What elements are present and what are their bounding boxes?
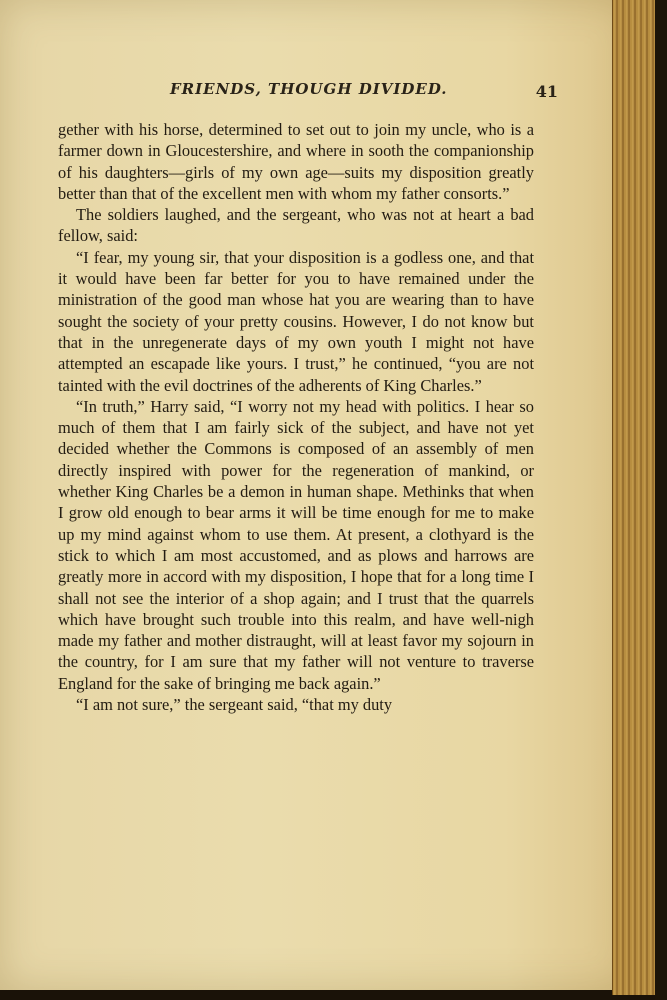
book-cover-edge <box>655 0 667 1000</box>
page-number: 41 <box>535 82 558 101</box>
body-text <box>58 119 534 715</box>
paragraph: “In truth,” Harry said, “I worry not my head with politics. I hear so much of them that I am fairly sick of the subject, and have not yet decided whether the Commons is composed of an assembly of men directly inspired with power for the regeneration of mankind, or whether King Charles be a demon in human shape. Methinks that when I grow old enough to bear arms it will be time enough for me to make up my mind against whom to use them. At present, a clothyard is the stick to which I am most accustomed, and as plows and harrows are greatly more in accord with my disposition, I hope that for a long time I shall not see the interior of a shop again; and I trust that the quarrels which have brought such trouble into this realm, and have well-nigh made my father and mother distraught, will at least favor my sojourn in the country, for I am sure that my father will not venture to traverse England for the sake of bringing me back again.” <box>58 396 534 693</box>
page-edge-stack <box>612 0 661 995</box>
page-header <box>58 80 558 110</box>
paragraph: “I fear, my young sir, that your disposition is a godless one, and that it would have been far better for you to have remained under the ministration of the good man whose hat you are wearing than to have sought the society of your pretty cousins. However, I do not know but that in the unregenerate days of my own youth I might not have attempted an escapade like yours. I trust,” he continued, “you are not tainted with the evil doctrines of the adherents of King Charles.” <box>58 247 534 395</box>
paragraph: “I am not sure,” the sergeant said, “that my duty <box>76 695 393 715</box>
running-title: FRIENDS, THOUGH DIVIDED. <box>170 80 448 98</box>
paragraph: The soldiers laughed, and the sergeant, who was not at heart a bad fellow, said: <box>58 205 534 246</box>
paragraph: gether with his horse, determined to set out to join my uncle, who is a farmer down in Gloucestershire, and where in sooth the companionship of his daughters—girls of my own age—suits my disposition greatly better than that of the excellent men with whom my father consorts.” <box>58 120 534 203</box>
